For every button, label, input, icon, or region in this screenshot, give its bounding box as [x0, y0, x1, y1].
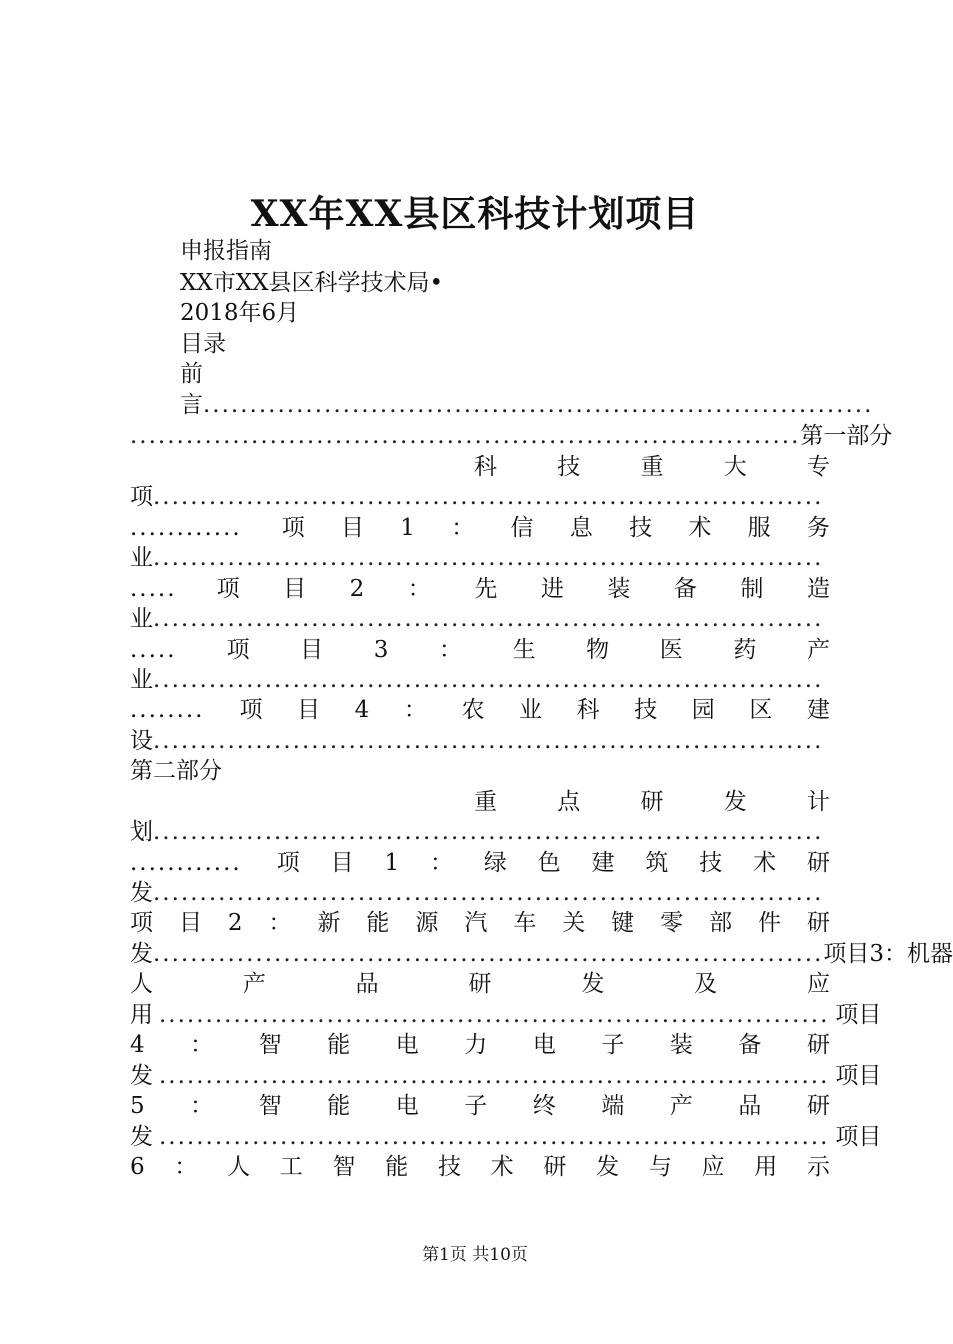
toc-char: 1 [400, 515, 415, 541]
toc-row-item4-end [130, 726, 830, 756]
toc-row-item1 [130, 513, 830, 543]
toc-char: 用 [754, 1154, 778, 1180]
toc-char: 研 [468, 971, 492, 997]
toc-text [277, 848, 830, 878]
leader-dots: ........................................................................ [153, 667, 824, 693]
toc-char: 产 [242, 971, 266, 997]
subtitle: 申报指南 [180, 238, 272, 264]
toc-char: 重 [474, 789, 497, 815]
toc-text: 发 [130, 941, 153, 967]
toc-text: 发 [130, 1063, 153, 1089]
toc-text [282, 513, 830, 543]
toc-text: 用 [130, 1002, 153, 1028]
toc-char: 目 [300, 637, 324, 663]
toc-heading: 目录 [180, 331, 226, 357]
toc-char: 目 [283, 576, 307, 602]
leader-dots: ........................................................................ [203, 392, 874, 418]
toc-char: 研 [806, 1032, 830, 1058]
toc-row-rd2-end [130, 939, 953, 969]
toc-char: 端 [601, 1093, 625, 1119]
toc-char: 力 [464, 1032, 488, 1058]
leader-dots: ............ [130, 850, 242, 876]
toc-char: 重 [640, 454, 664, 480]
toc-char: 项 [276, 850, 300, 876]
toc-row-preface [180, 390, 874, 420]
toc-row-item2 [130, 574, 830, 604]
toc-row-major-heading [474, 452, 830, 482]
toc-char: 息 [569, 515, 593, 541]
toc-char: 研 [543, 1154, 567, 1180]
toc-char: 6 [130, 1154, 145, 1180]
toc-char: 汽 [464, 910, 488, 936]
toc-char: 新 [317, 910, 341, 936]
toc-char: 绿 [483, 850, 507, 876]
toc-char: 应 [806, 971, 830, 997]
toc-char: 2 [349, 576, 365, 602]
toc-char: 示 [806, 1154, 830, 1180]
leader-dots: ........................................................................ [130, 423, 801, 449]
toc-char: 服 [747, 515, 771, 541]
toc-char: 研 [640, 789, 664, 815]
toc-row-item2-end [130, 604, 830, 634]
toc-text [217, 574, 830, 604]
toc-char: 大 [723, 454, 747, 480]
toc-char: ： [190, 1032, 214, 1058]
toc-char: 点 [557, 789, 581, 815]
toc-text: 项目 [835, 1124, 882, 1150]
toc-char: 部 [709, 910, 733, 936]
toc-char: 业 [519, 697, 543, 723]
toc-text: 业 [130, 667, 153, 693]
toc-char: 品 [738, 1093, 762, 1119]
leader-dots: ........................................................................ [153, 819, 824, 845]
toc-row-item4 [130, 695, 830, 725]
toc-char: 研 [806, 850, 830, 876]
toc-char: 子 [464, 1093, 488, 1119]
toc-row-item3-end [130, 665, 830, 695]
toc-char: 技 [634, 697, 658, 723]
toc-char: 园 [691, 697, 715, 723]
toc-char: 与 [648, 1154, 672, 1180]
toc-char: 车 [513, 910, 537, 936]
toc-char: 产 [669, 1093, 693, 1119]
toc-text: 设 [130, 728, 153, 754]
leader-dots: ..... [130, 576, 177, 602]
toc-text [227, 635, 830, 665]
toc-char: 研 [806, 910, 830, 936]
toc-char: 件 [758, 910, 782, 936]
toc-row-rd2 [130, 908, 830, 938]
toc-row-rd4-end [130, 1061, 882, 1091]
toc-char: 工 [279, 1154, 303, 1180]
toc-char: 技 [629, 515, 653, 541]
toc-char: 制 [740, 576, 764, 602]
toc-char: 务 [806, 515, 830, 541]
date-line: 2018年6月 [180, 300, 300, 326]
toc-char: 目 [297, 697, 321, 723]
toc-char: 智 [258, 1093, 282, 1119]
issuer-line: XX市XX县区科学技术局• [180, 270, 444, 296]
toc-row-rd3-end [130, 1000, 882, 1030]
toc-row-key-heading-end [130, 817, 830, 847]
toc-row-item3 [130, 635, 830, 665]
toc-char: 1 [384, 850, 400, 876]
toc-row-key-heading [474, 787, 830, 817]
toc-text: 划 [130, 819, 153, 845]
toc-row-part1 [130, 421, 893, 451]
leader-dots: ........................................................................ [153, 484, 824, 510]
toc-char: ： [407, 576, 431, 602]
toc-char: 能 [327, 1032, 351, 1058]
toc-char: 技 [699, 850, 723, 876]
toc-char: 5 [130, 1093, 145, 1119]
toc-row-rd6 [130, 1152, 830, 1182]
toc-char: 建 [591, 850, 615, 876]
toc-char: ： [268, 910, 292, 936]
part1-label: 第一部分 [800, 423, 893, 449]
toc-char: 药 [733, 637, 757, 663]
toc-char: 计 [807, 789, 830, 815]
page-footer: 第1页 共10页 [422, 1245, 528, 1265]
toc-char: 应 [701, 1154, 725, 1180]
toc-char: 人 [130, 971, 153, 997]
toc-text: 业 [130, 606, 153, 632]
toc-char: 项 [216, 576, 240, 602]
toc-char: ： [190, 1093, 214, 1119]
toc-char: ： [174, 1154, 198, 1180]
toc-text: 项目 [835, 1063, 882, 1089]
toc-char: 智 [258, 1032, 282, 1058]
toc-char: 筑 [645, 850, 669, 876]
toc-char: 发 [581, 971, 605, 997]
toc-char: ： [429, 850, 453, 876]
toc-char: 2 [227, 910, 243, 936]
toc-text: 项目 [835, 1002, 882, 1028]
toc-char: 电 [395, 1093, 419, 1119]
preface-char-1: 前 [180, 361, 203, 387]
toc-char: 能 [385, 1154, 409, 1180]
toc-char: 子 [601, 1032, 625, 1058]
toc-char: 键 [611, 910, 635, 936]
toc-char: 目 [178, 910, 202, 936]
toc-char: 建 [806, 697, 830, 723]
toc-char: 4 [130, 1032, 145, 1058]
toc-char: 能 [366, 910, 390, 936]
toc-char: 终 [532, 1093, 556, 1119]
toc-char: 科 [576, 697, 600, 723]
toc-char: 电 [395, 1032, 419, 1058]
toc-char: 技 [557, 454, 581, 480]
toc-char: 色 [537, 850, 561, 876]
toc-char: 产 [806, 637, 830, 663]
toc-char: 人 [227, 1154, 251, 1180]
toc-char: 术 [688, 515, 712, 541]
toc-char: 目 [330, 850, 354, 876]
leader-dots: ........................................................................ [159, 1063, 830, 1089]
toc-char: 智 [332, 1154, 356, 1180]
toc-char: 项 [239, 697, 263, 723]
part2-label: 第二部分 [130, 758, 222, 784]
toc-row-item1-end [130, 543, 830, 573]
toc-row-rd4 [130, 1030, 830, 1060]
toc-row-rd5-end [130, 1122, 882, 1152]
toc-char: 生 [512, 637, 536, 663]
toc-char: 项 [226, 637, 250, 663]
toc-char: 医 [659, 637, 683, 663]
toc-row-rd5 [130, 1091, 830, 1121]
toc-char: 项 [281, 515, 305, 541]
leader-dots: ........................................................................ [153, 606, 824, 632]
toc-char: 4 [354, 697, 370, 723]
toc-char: 进 [540, 576, 564, 602]
toc-char: 备 [738, 1032, 762, 1058]
toc-char: 术 [753, 850, 777, 876]
toc-char: 装 [669, 1032, 693, 1058]
toc-char: 信 [510, 515, 534, 541]
toc-char: 区 [749, 697, 773, 723]
toc-char: 专 [807, 454, 830, 480]
toc-char: 发 [596, 1154, 620, 1180]
toc-row-rd1-end [130, 878, 830, 908]
preface-char-2: 言 [180, 392, 203, 418]
toc-char: 科 [474, 454, 497, 480]
leader-dots: ........ [130, 697, 205, 723]
leader-dots: ........................................................................ [153, 880, 824, 906]
toc-text: 业 [130, 545, 153, 571]
toc-row-major-heading-end [130, 482, 830, 512]
toc-char: 及 [694, 971, 718, 997]
toc-text: 项目3：机器 [823, 941, 953, 967]
toc-char: 发 [723, 789, 747, 815]
toc-row-rd1 [130, 848, 830, 878]
toc-char: 造 [806, 576, 830, 602]
leader-dots: ........................................................................ [159, 1002, 830, 1028]
toc-char: 能 [327, 1093, 351, 1119]
leader-dots: ........................................................................ [153, 545, 824, 571]
toc-char: 物 [586, 637, 610, 663]
toc-char: 术 [490, 1154, 514, 1180]
toc-char: 目 [341, 515, 365, 541]
toc-text: 项 [130, 484, 153, 510]
toc-char: 技 [437, 1154, 461, 1180]
toc-char: ： [403, 697, 427, 723]
document-title: XX年XX县区科技计划项目 [250, 193, 700, 235]
toc-char: 零 [660, 910, 684, 936]
leader-dots: ........................................................................ [159, 1124, 830, 1150]
leader-dots: ........................................................................ [153, 728, 824, 754]
toc-char: 研 [806, 1093, 830, 1119]
toc-char: 农 [461, 697, 485, 723]
toc-char: 项 [130, 910, 153, 936]
toc-char: ： [451, 515, 475, 541]
toc-text [240, 695, 831, 725]
toc-row-rd3 [130, 969, 830, 999]
toc-char: 关 [562, 910, 586, 936]
toc-char: 品 [355, 971, 379, 997]
toc-text: 发 [130, 880, 153, 906]
toc-char: 3 [373, 637, 389, 663]
toc-char: ： [438, 637, 462, 663]
toc-char: 电 [532, 1032, 556, 1058]
toc-char: 备 [673, 576, 697, 602]
leader-dots: ..... [130, 637, 177, 663]
toc-char: 源 [415, 910, 439, 936]
toc-text: 发 [130, 1124, 153, 1150]
toc-char: 装 [607, 576, 631, 602]
leader-dots: ........................................................................ [153, 941, 824, 967]
leader-dots: ............ [130, 515, 242, 541]
toc-char: 先 [474, 576, 498, 602]
